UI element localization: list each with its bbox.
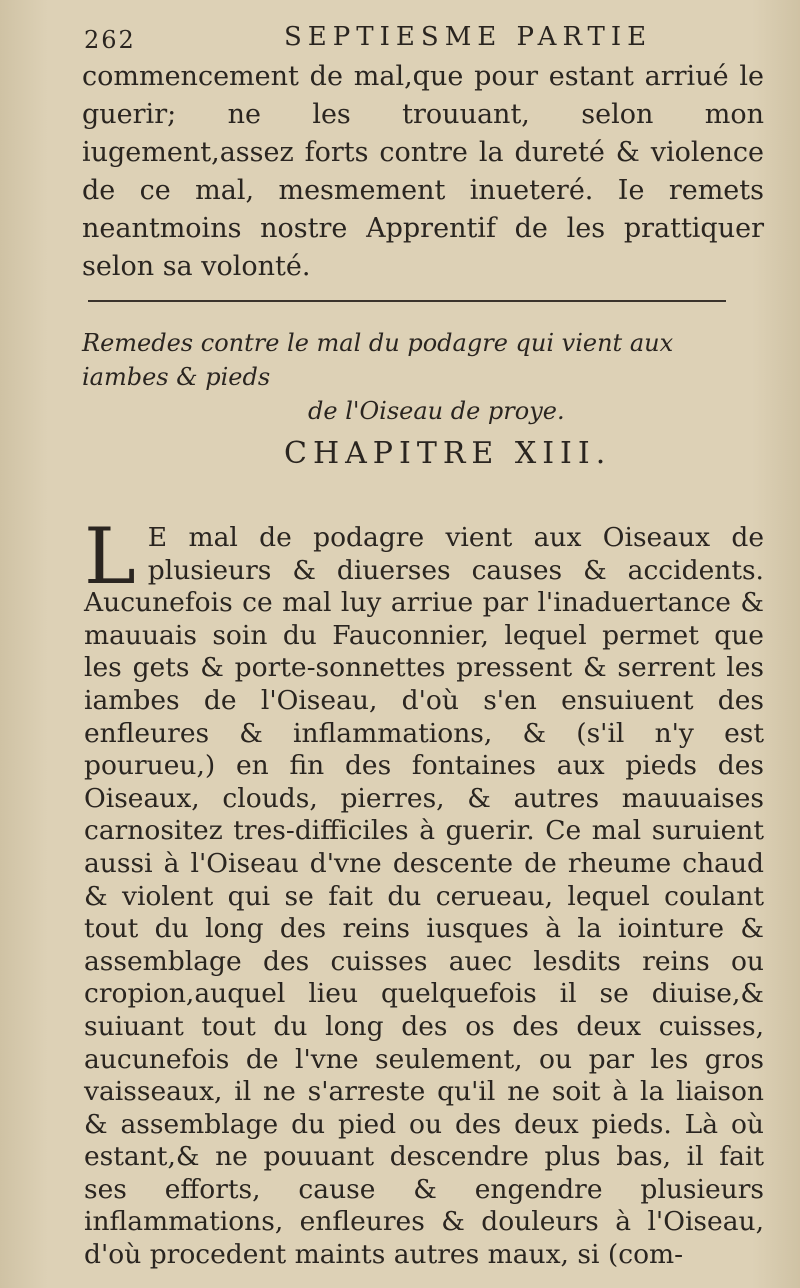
chapter-title-line-1: Remedes contre le mal du podagre qui vient aux iambes & pieds: [82, 329, 674, 391]
chapter-body: [84, 512, 764, 1272]
page-header: [84, 22, 764, 58]
chapter-title-line-2: de l'Oiseau de proye.: [308, 397, 565, 425]
chapter-title: [82, 326, 764, 428]
running-head: SEPTIESME PARTIE: [284, 22, 653, 52]
chapter-body-text: E mal de podagre vient aux Oiseaux de plusieurs & diuerses causes & accidents. Aucunefois ce mal luy arriue par l'inaduertance & mauuais soin du Fauconnier, lequel permet que les gets & porte-sonnettes pressent & serrent les iambes de l'Oiseau, d'où s'en ensuiuent des enfleures & inflammations, & (s'il n'y est pourueu,) en fin des fontaines aux pieds des Oiseaux, clouds, pierres, & autres mauuaises carnositez tres-difficiles à guerir. Ce mal suruient aussi à l'Oiseau d'vne descente de rheume chaud & violent qui se fait du cerueau, lequel coulant tout du long des reins iusques à la iointure & assemblage des cuisses auec lesdits reins ou cropion,auquel lieu quelquefois il se diuise,& suiuant tout du long des os des deux cuisses, aucunefois de l'vne seulement, ou par les gros vaisseaux, il ne s'arreste qu'il ne soit à la liaison & assemblage du pied ou des deux pieds. Là où estant,& ne pouuant descendre plus bas, il fait ses efforts, cause & engendre plusieurs inflammations, enfleures & douleurs à l'Oiseau, d'où procedent maints autres maux, si (com-: [84, 522, 764, 1271]
drop-cap: L: [84, 512, 136, 602]
continued-paragraph: commencement de mal,que pour estant arriué le guerir; ne les trouuant, selon mon iugement,assez forts contre la dureté & violence de ce mal, mesmement inueteré. Ie remets neantmoins nostre Apprentif de les prattiquer selon sa volonté.: [82, 61, 764, 282]
section-divider: [88, 300, 726, 302]
chapter-heading: CHAPITRE XIII.: [284, 436, 612, 471]
page-number: 262: [84, 26, 136, 54]
